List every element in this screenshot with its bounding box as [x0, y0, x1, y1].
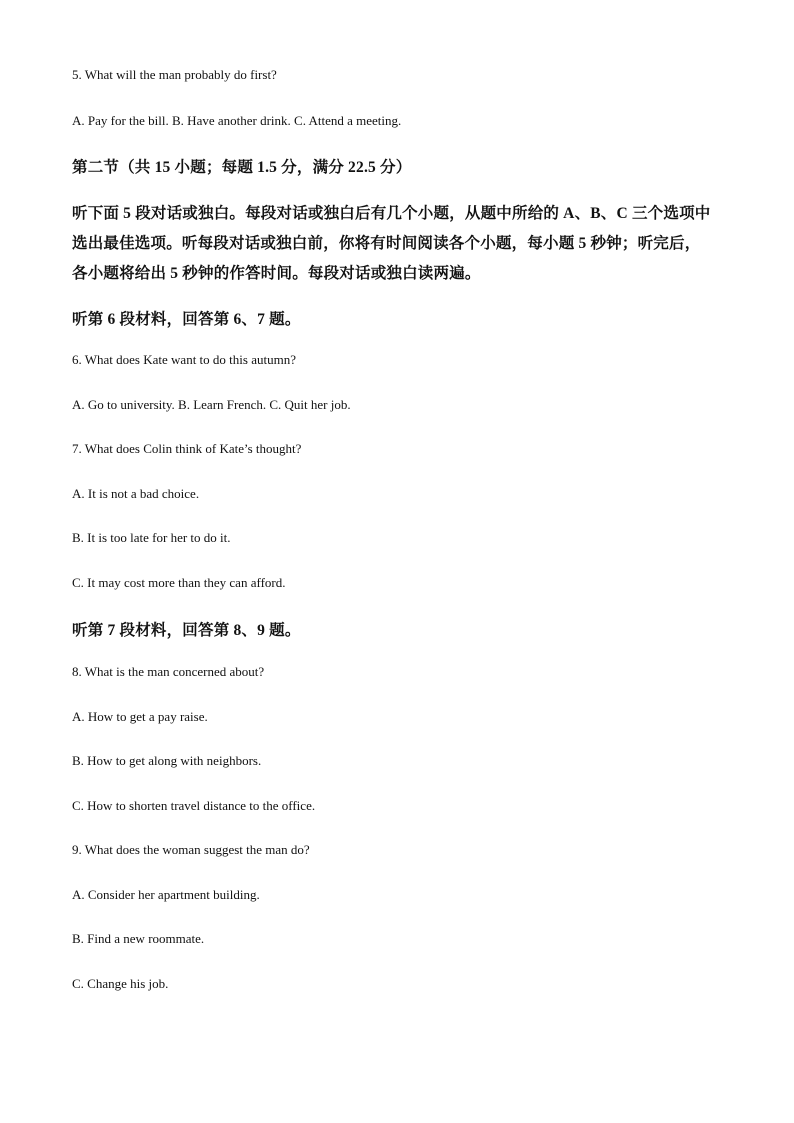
question-8-text: 8. What is the man concerned about?: [72, 664, 265, 679]
section-2-instructions-line-3: 各小题将给出 5 秒钟的作答时间。每段对话或独白读两遍。: [72, 265, 481, 282]
question-8-option-a: A. How to get a pay raise.: [72, 709, 208, 724]
section-2-title: 第二节（共 15 小题；每题 1.5 分，满分 22.5 分）: [72, 159, 412, 176]
question-7-option-b: B. It is too late for her to do it.: [72, 530, 231, 545]
question-9-text: 9. What does the woman suggest the man do?: [72, 842, 310, 857]
question-6-options: A. Go to university. B. Learn French. C. Quit her job.: [72, 397, 351, 412]
question-5-text: 5. What will the man probably do first?: [72, 67, 277, 82]
question-8-option-b: B. How to get along with neighbors.: [72, 753, 262, 768]
question-5-options: A. Pay for the bill. B. Have another drink. C. Attend a meeting.: [72, 113, 402, 128]
question-7-text: 7. What does Colin think of Kate’s thought?: [72, 441, 302, 456]
passage-6-heading: 听第 6 段材料，回答第 6、7 题。: [72, 311, 301, 328]
question-7-option-c: C. It may cost more than they can afford.: [72, 575, 286, 590]
question-9-option-b: B. Find a new roommate.: [72, 931, 205, 946]
question-9-option-a: A. Consider her apartment building.: [72, 887, 260, 902]
question-8-option-c: C. How to shorten travel distance to the office.: [72, 798, 316, 813]
section-2-instructions-line-2: 选出最佳选项。听每段对话或独白前，你将有时间阅读各个小题，每小题 5 秒钟；听完后，: [72, 235, 701, 252]
question-6-text: 6. What does Kate want to do this autumn?: [72, 352, 296, 367]
question-7-option-a: A. It is not a bad choice.: [72, 486, 200, 501]
section-2-instructions-line-1: 听下面 5 段对话或独白。每段对话或独白后有几个小题，从题中所给的 A、B、C 三个选项中: [72, 205, 711, 222]
question-9-option-c: C. Change his job.: [72, 976, 169, 991]
passage-7-heading: 听第 7 段材料，回答第 8、9 题。: [72, 622, 301, 639]
